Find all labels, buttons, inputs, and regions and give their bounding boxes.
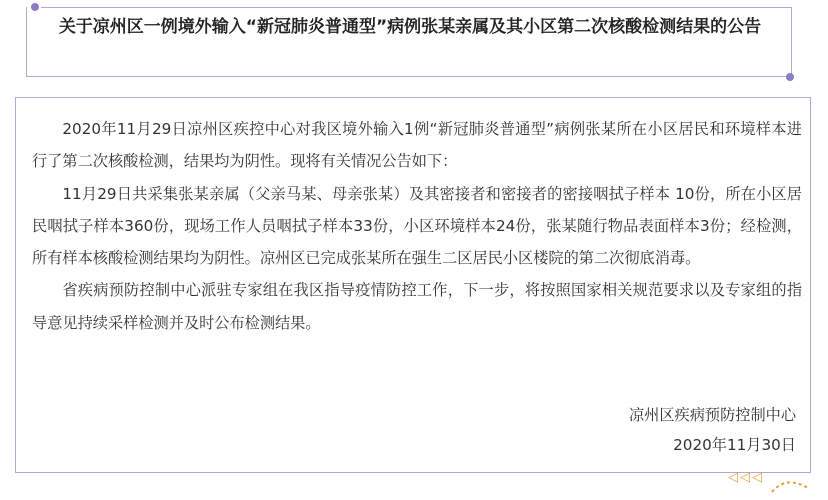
paragraph-next-steps: 省疾病预防控制中心派驻专家组在我区指导疫情防控工作，下一步，将按照国家相关规范要求以及专家组的指导意见持续采样检测并及时公布检测结果。 — [32, 281, 802, 332]
signature-date: 2020年11月30日 — [673, 436, 796, 454]
decor-swirl-icon — [770, 478, 810, 496]
decor-arrows-icon: ◁ ◁ ◁ — [728, 470, 762, 485]
title-frame-top-line — [41, 7, 792, 8]
signature-org: 凉州区疾病预防控制中心 — [628, 406, 796, 424]
paragraph-intro: 2020年11月29日凉州区疾控中心对我区境外输入1例“新冠肺炎普通型”病例张某所在小区居民和环境样本进行了第二次核酸检测，结果均为阴性。现将有关情况公告如下： — [32, 120, 802, 171]
announcement-body — [32, 113, 802, 339]
paragraph-details: 11月29日共采集张某亲属（父亲马某、母亲张某）及其密接者和密接者的密接咽拭子样本 10份，所在小区居民咽拭子样本360份，现场工作人员咽拭子样本33份，小区环境样本24份，张某随行物品表面样本3份；经检测，所有样本核酸检测结果均为阴性。凉州区已完成张某所在强生二区居民小区楼院的第二次彻底消毒。 — [32, 184, 802, 268]
page-title: 关于凉州区一例境外输入“新冠肺炎普通型”病例张某亲属及其小区第二次核酸检测结果的公告 — [58, 17, 762, 37]
frame-dot-top-left — [31, 3, 39, 11]
frame-dot-bottom-right — [786, 73, 794, 81]
